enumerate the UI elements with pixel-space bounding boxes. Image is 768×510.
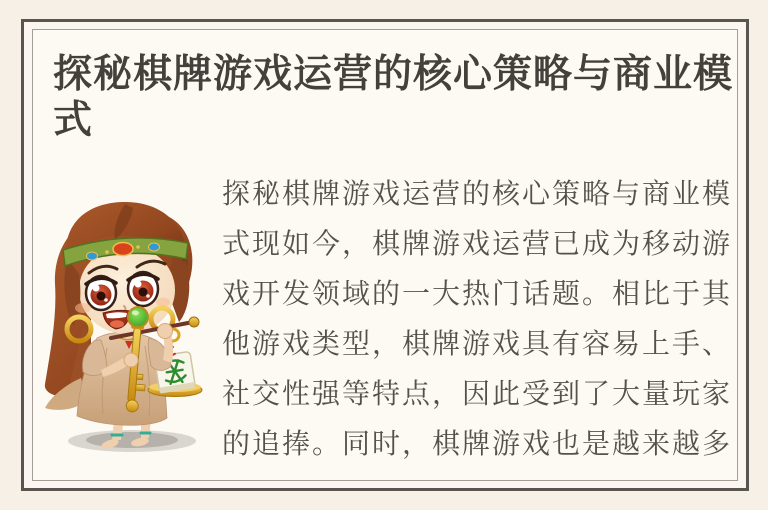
article-body <box>222 170 744 470</box>
mascot-ground-shadow <box>68 430 196 452</box>
headband-gem-blue-right <box>149 243 160 251</box>
article-body-line: 式现如今，棋牌游戏运营已成为移动游 <box>222 229 733 260</box>
article-title <box>53 52 747 144</box>
card-inner-border <box>32 29 738 481</box>
mascot-girl-illustration <box>37 188 221 462</box>
mascot-eye-right <box>128 272 158 306</box>
hand-on-rod <box>158 324 173 339</box>
headband-gem-red <box>113 243 133 256</box>
article-body-line: 他游戏类型，棋牌游戏具有容易上手、 <box>222 329 733 360</box>
article-body-line: 戏开发领域的一大热门话题。相比于其 <box>222 279 733 310</box>
hand-on-scepter <box>124 353 138 367</box>
article-body-line: 探秘棋牌游戏运营的核心策略与商业模 <box>222 179 733 210</box>
rod-gold-cap <box>189 317 199 327</box>
article-body-line: 的追捧。同时，棋牌游戏也是越来越多 <box>222 429 733 460</box>
card-frame <box>21 19 749 491</box>
mascot-eye-left <box>86 276 116 310</box>
jade-gem <box>127 306 149 328</box>
headband-gem-blue-left <box>87 252 98 260</box>
article-body-line: 社交性强等特点，因此受到了大量玩家 <box>222 379 733 410</box>
article-title-line: 探秘棋牌游戏运营的核心策略与商业模 <box>53 53 734 96</box>
scepter-tassel-ball <box>126 399 139 412</box>
article-title-line: 式 <box>53 99 94 142</box>
